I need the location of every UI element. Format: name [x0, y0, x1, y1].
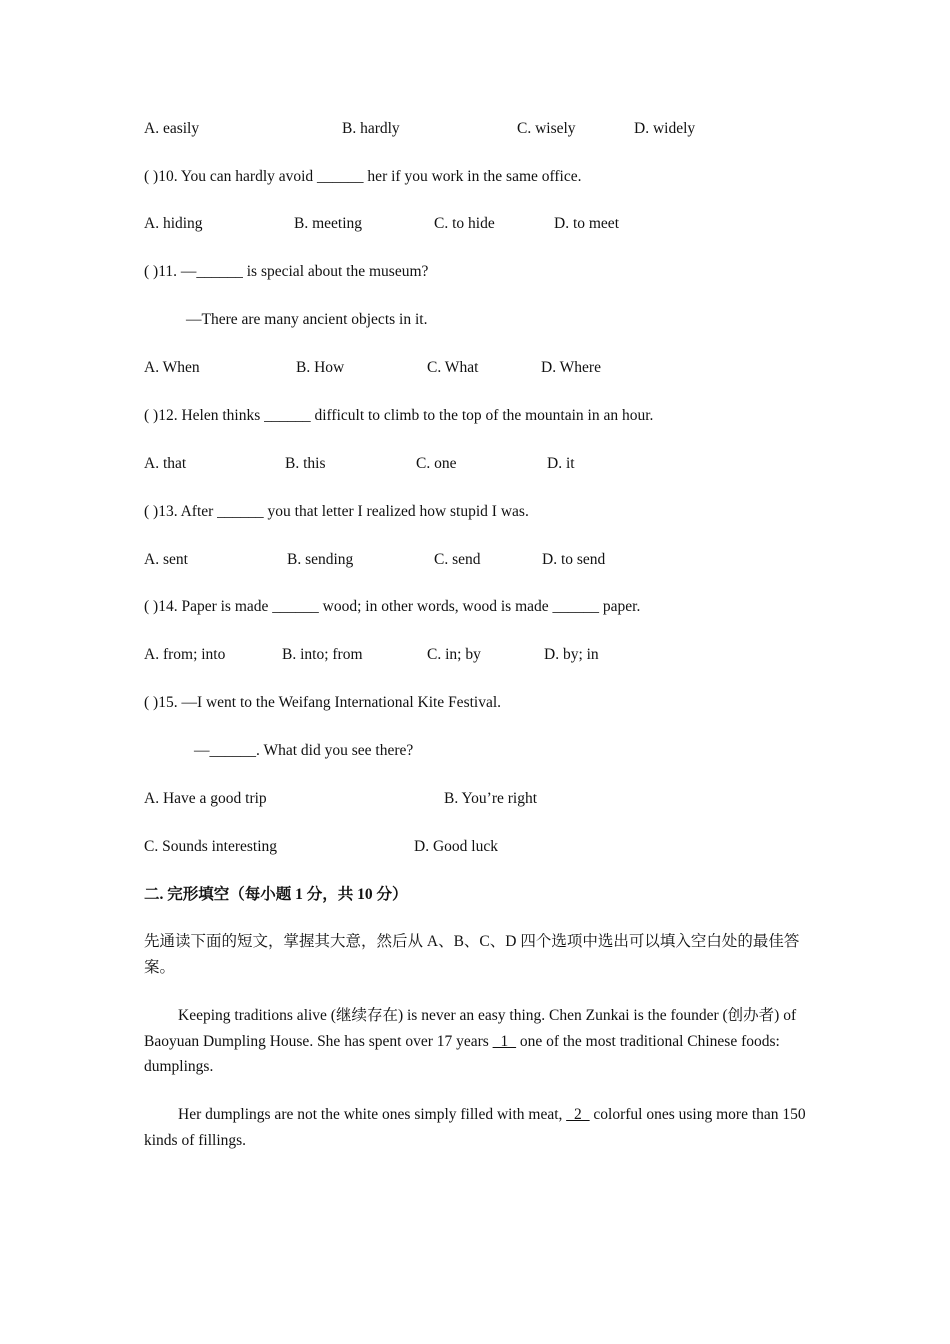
q10-option-d: D. to meet: [554, 215, 619, 232]
q11-reply: —There are many ancient objects in it.: [186, 311, 428, 328]
blank-1: _1_: [492, 1032, 516, 1050]
passage-paragraph-2: [144, 1102, 812, 1153]
section-2-instruction: 先通读下面的短文，掌握其大意，然后从 A、B、C、D 四个选项中选出可以填入空白处的最佳答案。: [144, 933, 800, 976]
passage-paragraph-1: [144, 1003, 812, 1080]
q11-option-a: A. When: [144, 359, 200, 376]
passage-paragraph-1-end: one of the most traditional Chinese foods: dumplings.: [144, 1032, 780, 1075]
q13-option-c: C. send: [434, 551, 481, 568]
q9-option-b: B. hardly: [342, 120, 400, 137]
passage-paragraph-1-start: Keeping traditions alive (继续存在) is never an easy thing. Chen Zunkai is the founder (创办者) of Baoyuan Dumpling House. She has spent over 17 years: [144, 1007, 797, 1050]
q12-option-a: A. that: [144, 455, 187, 472]
q13-option-a: A. sent: [144, 551, 188, 568]
q9-option-c: C. wisely: [517, 120, 576, 137]
passage-paragraph-2-start: Her dumplings are not the white ones simply filled with meat,: [178, 1106, 567, 1123]
q14-option-a: A. from; into: [144, 646, 226, 663]
q9-option-d: D. widely: [634, 120, 696, 137]
q14-question: ( )14. Paper is made ______ wood; in other words, wood is made ______ paper.: [144, 598, 641, 615]
blank-2: _2_: [566, 1106, 590, 1123]
q14-option-d: D. by; in: [544, 646, 599, 663]
q13-option-b: B. sending: [287, 551, 354, 568]
q9-option-a: A. easily: [144, 120, 200, 137]
q14-option-c: C. in; by: [427, 646, 481, 663]
section-2-title: 二. 完形填空（每小题 1 分，共 10 分）: [144, 886, 408, 903]
q11-option-d: D. Where: [541, 359, 601, 376]
q11-question: ( )11. —______ is special about the museum?: [144, 263, 429, 280]
q11-option-c: C. What: [427, 359, 479, 376]
q15-option-a: A. Have a good trip: [144, 790, 267, 807]
q13-question: ( )13. After ______ you that letter I realized how stupid I was.: [144, 503, 529, 520]
q12-option-c: C. one: [416, 455, 457, 472]
q15-option-b: B. You’re right: [444, 790, 538, 807]
q15-reply: —______. What did you see there?: [194, 742, 414, 759]
q12-question: ( )12. Helen thinks ______ difficult to climb to the top of the mountain in an hour.: [144, 407, 654, 424]
q15-question: ( )15. —I went to the Weifang International Kite Festival.: [144, 694, 502, 711]
q12-option-b: B. this: [285, 455, 326, 472]
q14-option-b: B. into; from: [282, 646, 363, 663]
q13-option-d: D. to send: [542, 551, 606, 568]
q12-option-d: D. it: [547, 455, 575, 472]
passage-paragraph-2-end: colorful ones using more than 150 kinds of fillings.: [144, 1106, 806, 1149]
q15-option-d: D. Good luck: [414, 838, 498, 855]
q11-option-b: B. How: [296, 359, 345, 376]
q10-option-b: B. meeting: [294, 215, 363, 232]
q15-option-c: C. Sounds interesting: [144, 838, 278, 855]
q10-question: ( )10. You can hardly avoid ______ her if you work in the same office.: [144, 168, 582, 185]
q10-option-a: A. hiding: [144, 215, 203, 232]
q10-option-c: C. to hide: [434, 215, 495, 232]
